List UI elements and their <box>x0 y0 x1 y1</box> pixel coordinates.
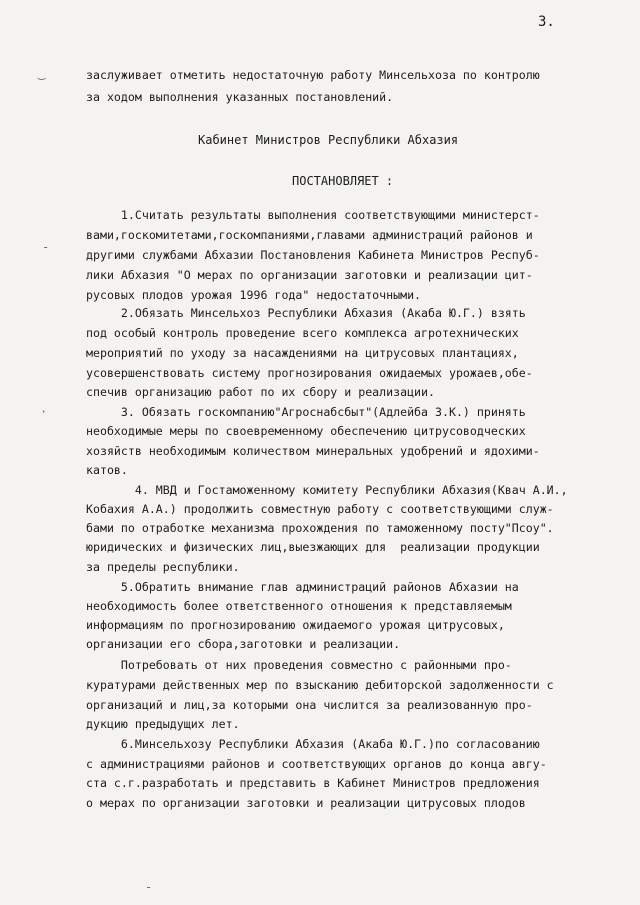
body-line: необходимость более ответственного отношения к представляемым <box>86 599 512 613</box>
intro-line: за ходом выполнения указанных постановлений. <box>86 90 394 104</box>
body-line: Кобахия А.А.) продолжить совместную работу с соответствующими служ- <box>86 502 554 516</box>
body-line: Потребовать от них проведения совместно с районными про- <box>86 658 512 672</box>
decree-heading: ПОСТАНОВЛЯЕТ : <box>292 174 394 188</box>
body-line: юридических и физических лиц,выезжающих для реализации продукции <box>86 540 540 554</box>
issuer-heading: Кабинет Министров Республики Абхазия <box>198 133 459 147</box>
body-line: мероприятий по уходу за насаждениями на цитрусовых плантациях, <box>86 346 519 360</box>
body-line: организаций и лиц,за которыми она числится за реализованную про- <box>86 698 533 712</box>
body-line: 4. МВД и Гостаможенному комитету Республики Абхазия(Квач А.И., <box>86 483 568 497</box>
body-line: хозяйств необходимым количеством минеральных удобрений и ядохими- <box>86 444 540 458</box>
body-line: информациям по прогнозированию ожидаемого урожая цитрусовых, <box>86 618 505 632</box>
body-line: вами,госкомитетами,госкомпаниями,главами администраций районов и <box>86 228 533 242</box>
body-line: куратурами действенных мер по взысканию дебиторской задолженности с <box>86 678 554 692</box>
body-line: 1.Считать результаты выполнения соответствующими министерст- <box>86 208 540 222</box>
margin-mark: - <box>145 880 153 894</box>
intro-line: заслуживает отметить недостаточную работу Минсельхоза по контролю <box>86 68 540 82</box>
body-line: 2.Обязать Минсельхоз Республики Абхазия (Акаба Ю.Г.) взять <box>86 306 526 320</box>
body-line: под особый контроль проведение всего комплекса агротехнических <box>86 326 519 340</box>
body-line: усовершенствовать систему прогнозирования ожидаемых урожаев,обе- <box>86 366 533 380</box>
body-line: дукцию предыдущих лет. <box>86 717 240 731</box>
body-line: бами по отработке механизма прохождения по таможенному посту"Псоу". <box>86 521 554 535</box>
body-line: ста с.г.разработать и представить в Кабинет Министров предложения <box>86 776 540 790</box>
body-line: 5.Обратить внимание глав администраций районов Абхазии на <box>86 580 519 594</box>
body-line: организации его сбора,заготовки и реализации. <box>86 637 401 651</box>
body-line: спечив организацию работ по их сбору и реализации. <box>86 385 436 399</box>
body-line: необходимые меры по своевременному обеспечению цитрусоводческих <box>86 424 526 438</box>
body-line: русовых плодов урожая 1996 года" недостаточными. <box>86 288 422 302</box>
page-number: 3. <box>538 14 555 30</box>
margin-mark: ‿ <box>38 66 46 80</box>
body-line: о мерах по организации заготовки и реализации цитрусовых плодов <box>86 796 526 810</box>
margin-mark: · <box>40 405 48 419</box>
body-line: лики Абхазия "О мерах по организации заготовки и реализации цит- <box>86 268 533 282</box>
body-line: с администрациями районов и соответствующих органов до конца авгу- <box>86 757 547 771</box>
body-line: за пределы республики. <box>86 560 240 574</box>
body-line: 3. Обязать госкомпанию"Агроснабсбыт"(Адлейба З.К.) принять <box>86 405 526 419</box>
body-line: катов. <box>86 463 128 477</box>
body-line: другими службами Абхазии Постановления Кабинета Министров Респуб- <box>86 248 540 262</box>
body-line: 6.Минсельхозу Республики Абхазия (Акаба Ю.Г.)по согласованию <box>86 737 540 751</box>
margin-mark: - <box>42 240 50 254</box>
